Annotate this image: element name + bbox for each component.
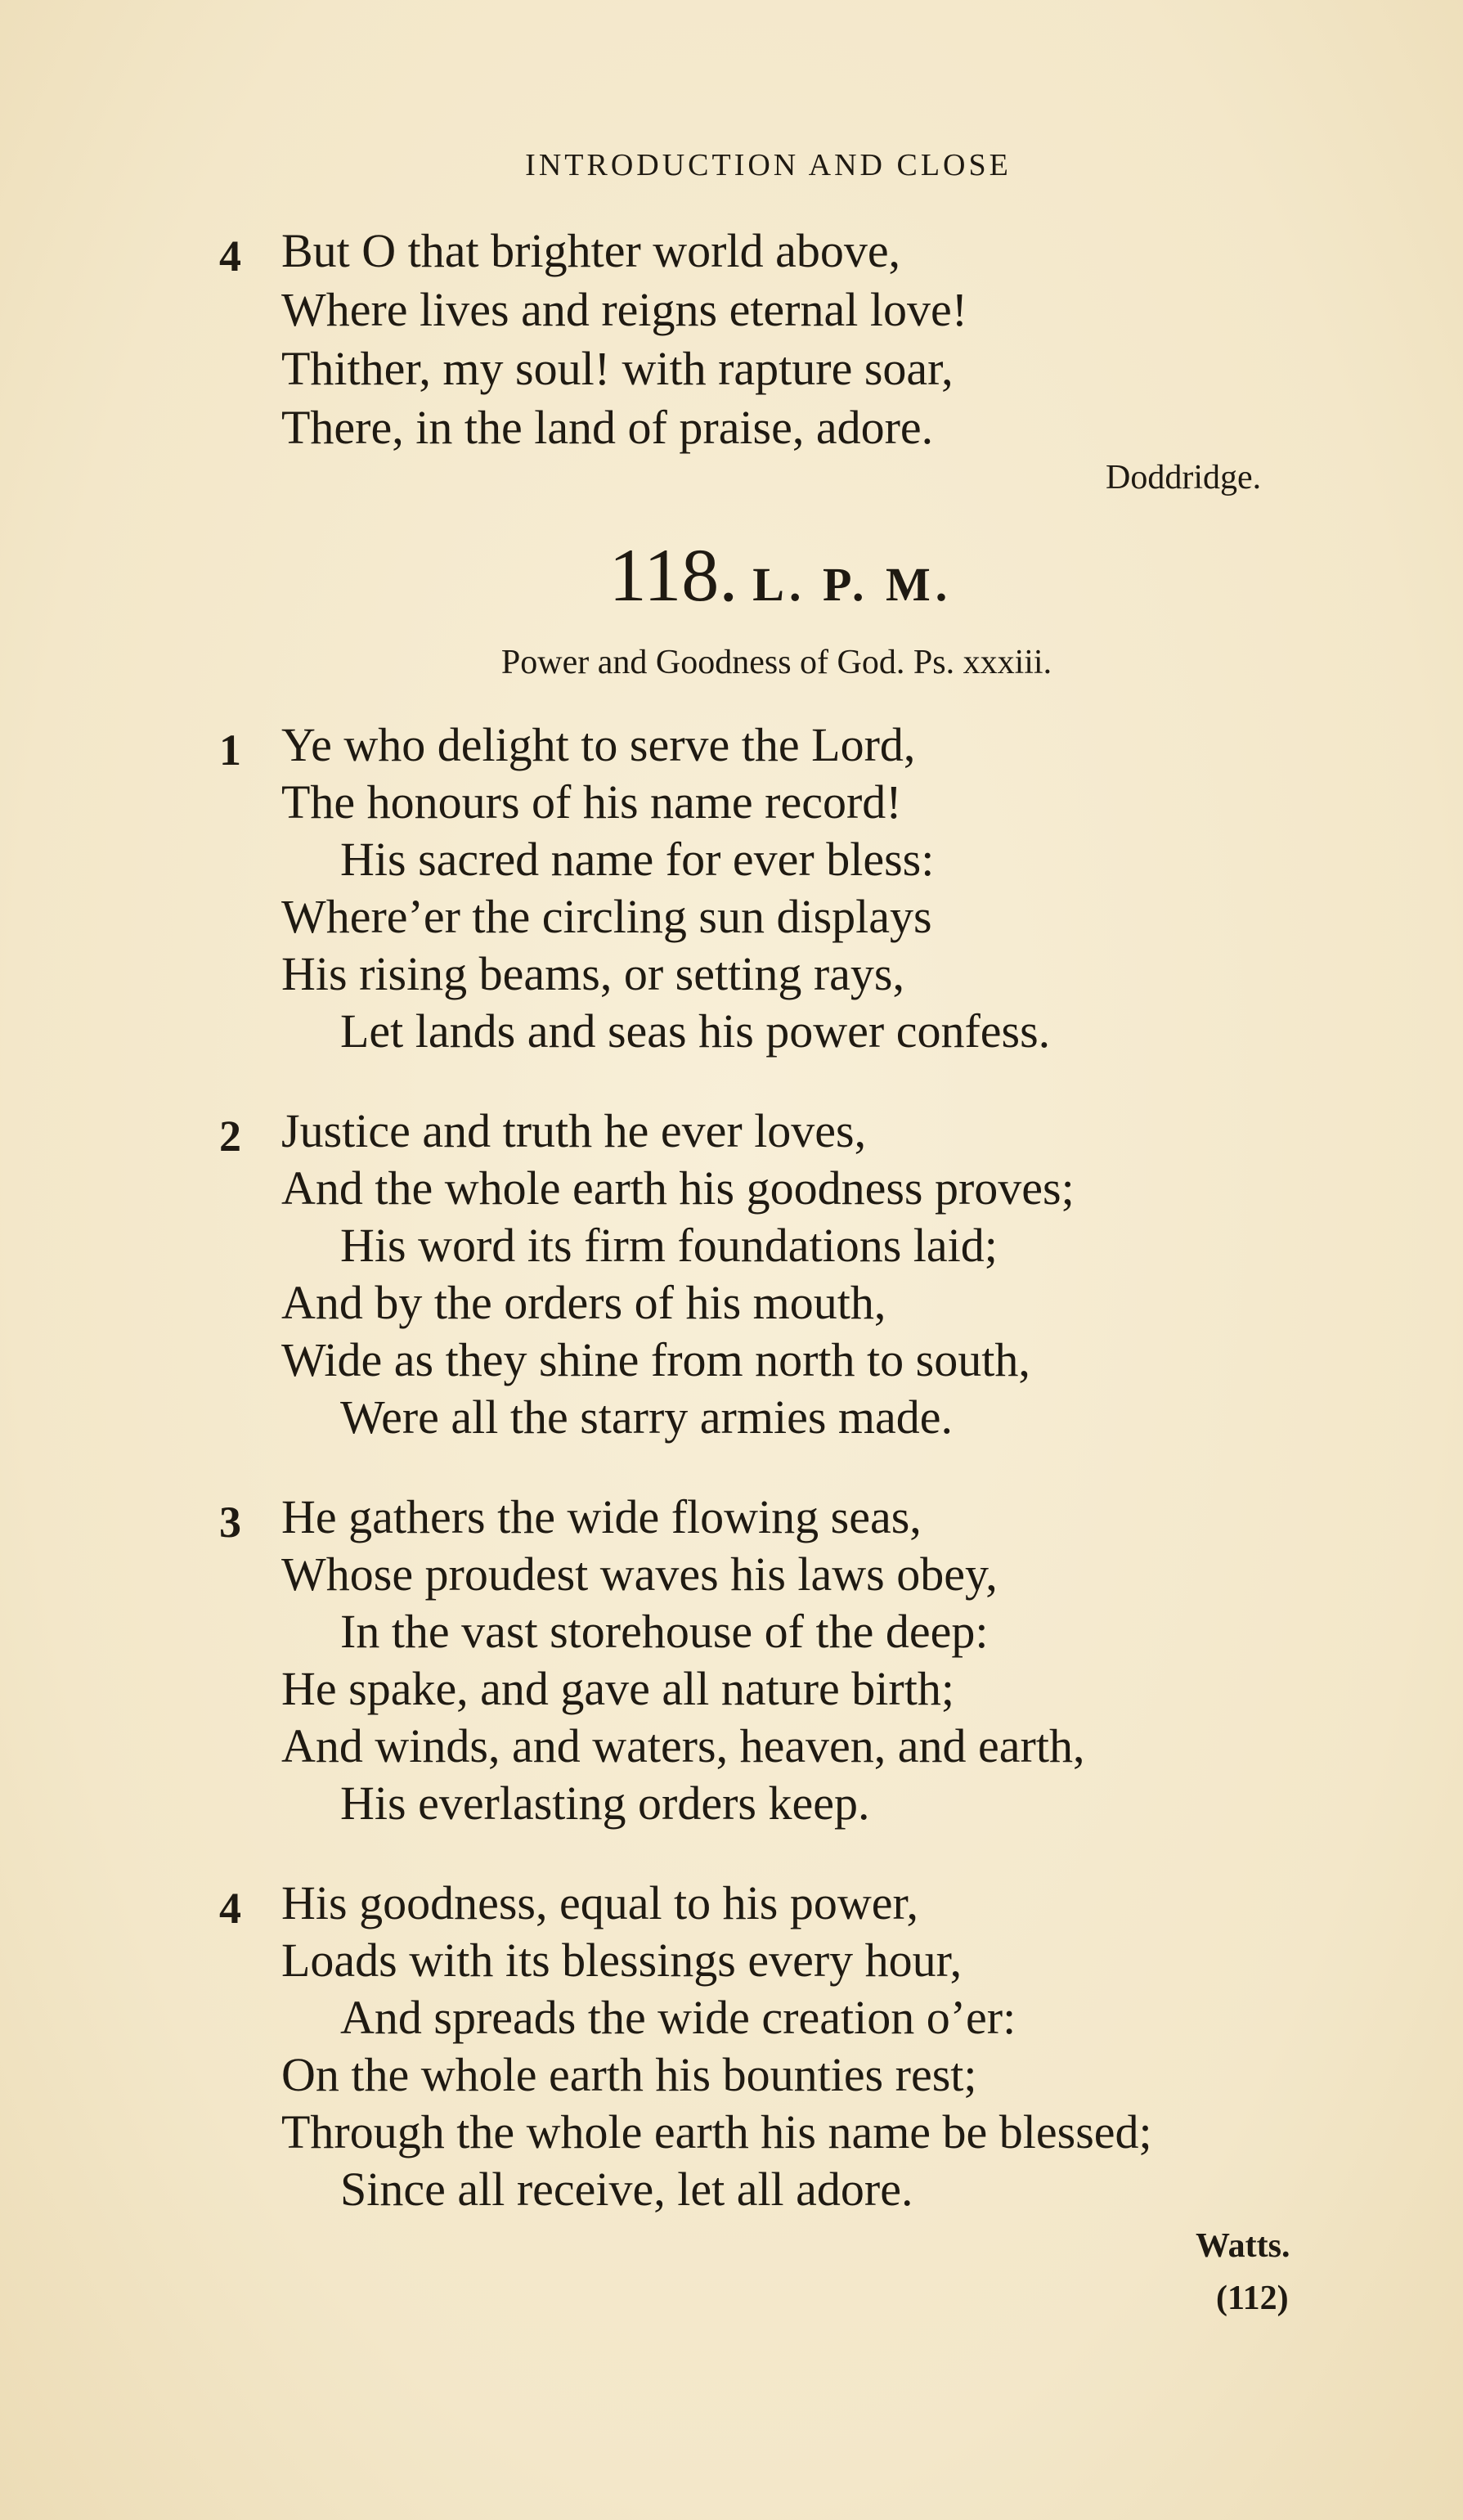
hymn-number: 118.: [608, 533, 738, 617]
author-attribution: Watts.: [1196, 2227, 1290, 2265]
page-number: (112): [1216, 2280, 1289, 2317]
verse-line: Justice and truth he ever loves,: [281, 1104, 867, 1157]
verse-line: His goodness, equal to his power,: [281, 1876, 918, 1929]
stanza-number: 3: [219, 1498, 241, 1547]
hymn-heading: [0, 532, 1463, 618]
verse-line: On the whole earth his bounties rest;: [281, 2048, 977, 2101]
verse-line: He gathers the wide flowing seas,: [281, 1490, 922, 1543]
verse-line: In the vast storehouse of the deep:: [340, 1605, 989, 1658]
verse-line: His everlasting orders keep.: [340, 1777, 870, 1830]
author-attribution: Doddridge.: [1106, 459, 1262, 496]
verse-line: The honours of his name record!: [281, 775, 902, 829]
verse-line: His word its firm foundations laid;: [340, 1219, 998, 1272]
stanza-number: 2: [219, 1112, 241, 1161]
verse-line: Whose proudest waves his laws obey,: [281, 1547, 998, 1601]
verse-line: Since all receive, let all adore.: [340, 2163, 913, 2216]
verse-line: And by the orders of his mouth,: [281, 1276, 886, 1329]
verse-line: His rising beams, or setting rays,: [281, 947, 904, 1000]
verse-line: And spreads the wide creation o’er:: [340, 1991, 1016, 2044]
verse-line: Thither, my soul! with rapture soar,: [281, 342, 954, 395]
verse-line: His sacred name for ever bless:: [340, 833, 935, 886]
verse-line: Loads with its blessings every hour,: [281, 1934, 963, 1987]
verse-line: But O that brighter world above,: [281, 224, 901, 277]
verse-line: Ye who delight to serve the Lord,: [281, 718, 916, 771]
verse-line: There, in the land of praise, adore.: [281, 401, 934, 454]
hymn-meter: L. P. M.: [752, 558, 953, 611]
verse-line: Wide as they shine from north to south,: [281, 1333, 1030, 1386]
stanza-number: 1: [219, 725, 241, 775]
verse-line: Where’er the circling sun displays: [281, 890, 932, 943]
stanza-number: 4: [219, 1884, 241, 1933]
verse-line: And the whole earth his goodness proves;: [281, 1161, 1075, 1215]
verse-line: And winds, and waters, heaven, and earth,: [281, 1719, 1085, 1772]
stanza-number: 4: [219, 231, 241, 281]
verse-line: Were all the starry armies made.: [340, 1390, 953, 1444]
verse-line: Let lands and seas his power confess.: [340, 1004, 1051, 1058]
verse-line: Through the whole earth his name be blessed;: [281, 2105, 1152, 2158]
hymn-subtitle: Power and Goodness of God. Ps. xxxiii.: [500, 644, 1052, 681]
verse-line: Where lives and reigns eternal love!: [281, 283, 968, 336]
running-head: INTRODUCTION AND CLOSE: [525, 148, 1012, 182]
verse-line: He spake, and gave all nature birth;: [281, 1662, 954, 1715]
